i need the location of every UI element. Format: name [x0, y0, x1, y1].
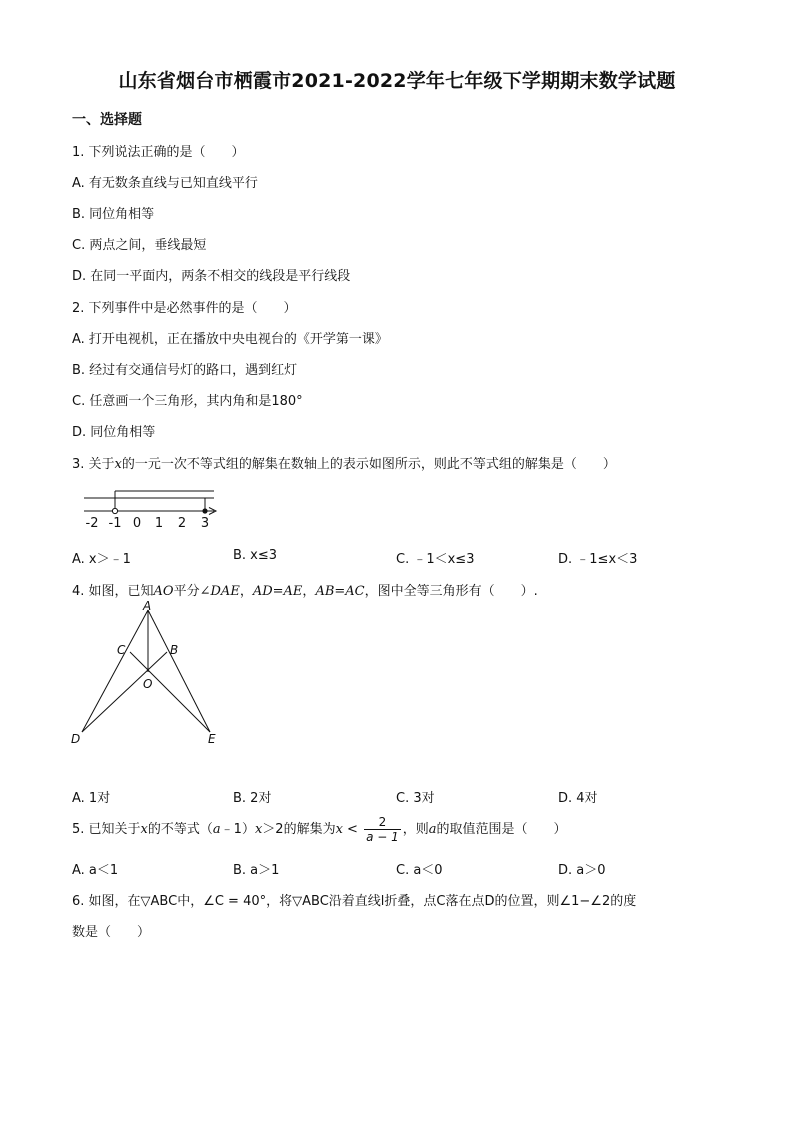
q6-stem-line1: 6. 如图，在▽ABC中，∠C = 40°，将▽ABC沿着直线l折叠，点C落在点D的位置，则∠1−∠2的度 [72, 894, 637, 909]
triangle-figure [66, 598, 226, 750]
q3-option-b: B. x≤3 [233, 548, 278, 563]
q3-option-c: C. ﹣1＜x≤3 [396, 552, 475, 567]
segment-BD [82, 652, 167, 732]
q1-stem: 1. 下列说法正确的是（ ） [72, 145, 245, 160]
segment-CE [130, 652, 210, 732]
section-heading: 一、选择题 [72, 112, 142, 128]
fraction: $\frac{2}{a - 1}$ [366, 815, 399, 844]
q2-option-b: B. 经过有交通信号灯的路口，遇到红灯 [72, 363, 298, 378]
q2-option-a: A. 打开电视机，正在播放中央电视台的《开学第一课》 [72, 332, 388, 347]
q5-option-b: B. a＞1 [233, 863, 280, 878]
q4-stem: 4. 如图，已知AO平分∠DAE，AD=AE，AB=AC，图中全等三角形有（ ）. [72, 584, 538, 599]
q2-option-c: C. 任意画一个三角形，其内角和是180° [72, 394, 303, 409]
q5-option-c: C. a＜0 [396, 863, 443, 878]
q1-option-c: C. 两点之间，垂线最短 [72, 238, 207, 253]
q3-stem: 3. 关于x的一元一次不等式组的解集在数轴上的表示如图所示，则此不等式组的解集是（ ） [72, 457, 616, 472]
q4-option-a: A. 1对 [72, 791, 111, 806]
q1-option-a: A. 有无数条直线与已知直线平行 [72, 176, 258, 191]
q6-stem-line2: 数是（ ） [72, 925, 151, 940]
label-O: O [143, 677, 153, 691]
q5-option-a: A. a＜1 [72, 863, 119, 878]
tick-label: 0 [132, 516, 142, 531]
tick-label: 2 [177, 516, 187, 531]
closed-dot-3 [202, 508, 207, 513]
number-line-figure [78, 487, 228, 531]
segment-AE [148, 610, 210, 732]
q4-option-b: B. 2对 [233, 791, 272, 806]
q2-option-d: D. 同位角相等 [72, 425, 156, 440]
tick-label: -2 [85, 516, 99, 531]
q5-stem: 5. 已知关于x的不等式（a﹣1）x＞2的解集为x < $\frac{2}{a - 1}$ ，则a的取值范围是（ ） [72, 815, 567, 844]
tick-label: 3 [200, 516, 210, 531]
tick-label: -1 [108, 516, 122, 531]
label-E: E [208, 732, 216, 746]
q3-option-d: D. ﹣1≤x＜3 [558, 552, 638, 567]
segment-AD [82, 610, 148, 732]
q4-option-c: C. 3对 [396, 791, 435, 806]
label-C: C [117, 643, 126, 657]
q1-option-b: B. 同位角相等 [72, 207, 155, 222]
page-title: 山东省烟台市栖霞市2021-2022学年七年级下学期期末数学试题 [118, 70, 676, 92]
q5-option-d: D. a＞0 [558, 863, 606, 878]
q4-option-d: D. 4对 [558, 791, 598, 806]
q2-stem: 2. 下列事件中是必然事件的是（ ） [72, 301, 297, 316]
label-D: D [71, 732, 81, 746]
tick-label: 1 [154, 516, 164, 531]
q1-option-d: D. 在同一平面内，两条不相交的线段是平行线段 [72, 269, 351, 284]
q3-option-a: A. x＞﹣1 [72, 552, 131, 567]
open-dot-minus1 [112, 508, 117, 513]
label-B: B [170, 643, 179, 657]
label-A: A [143, 599, 152, 613]
